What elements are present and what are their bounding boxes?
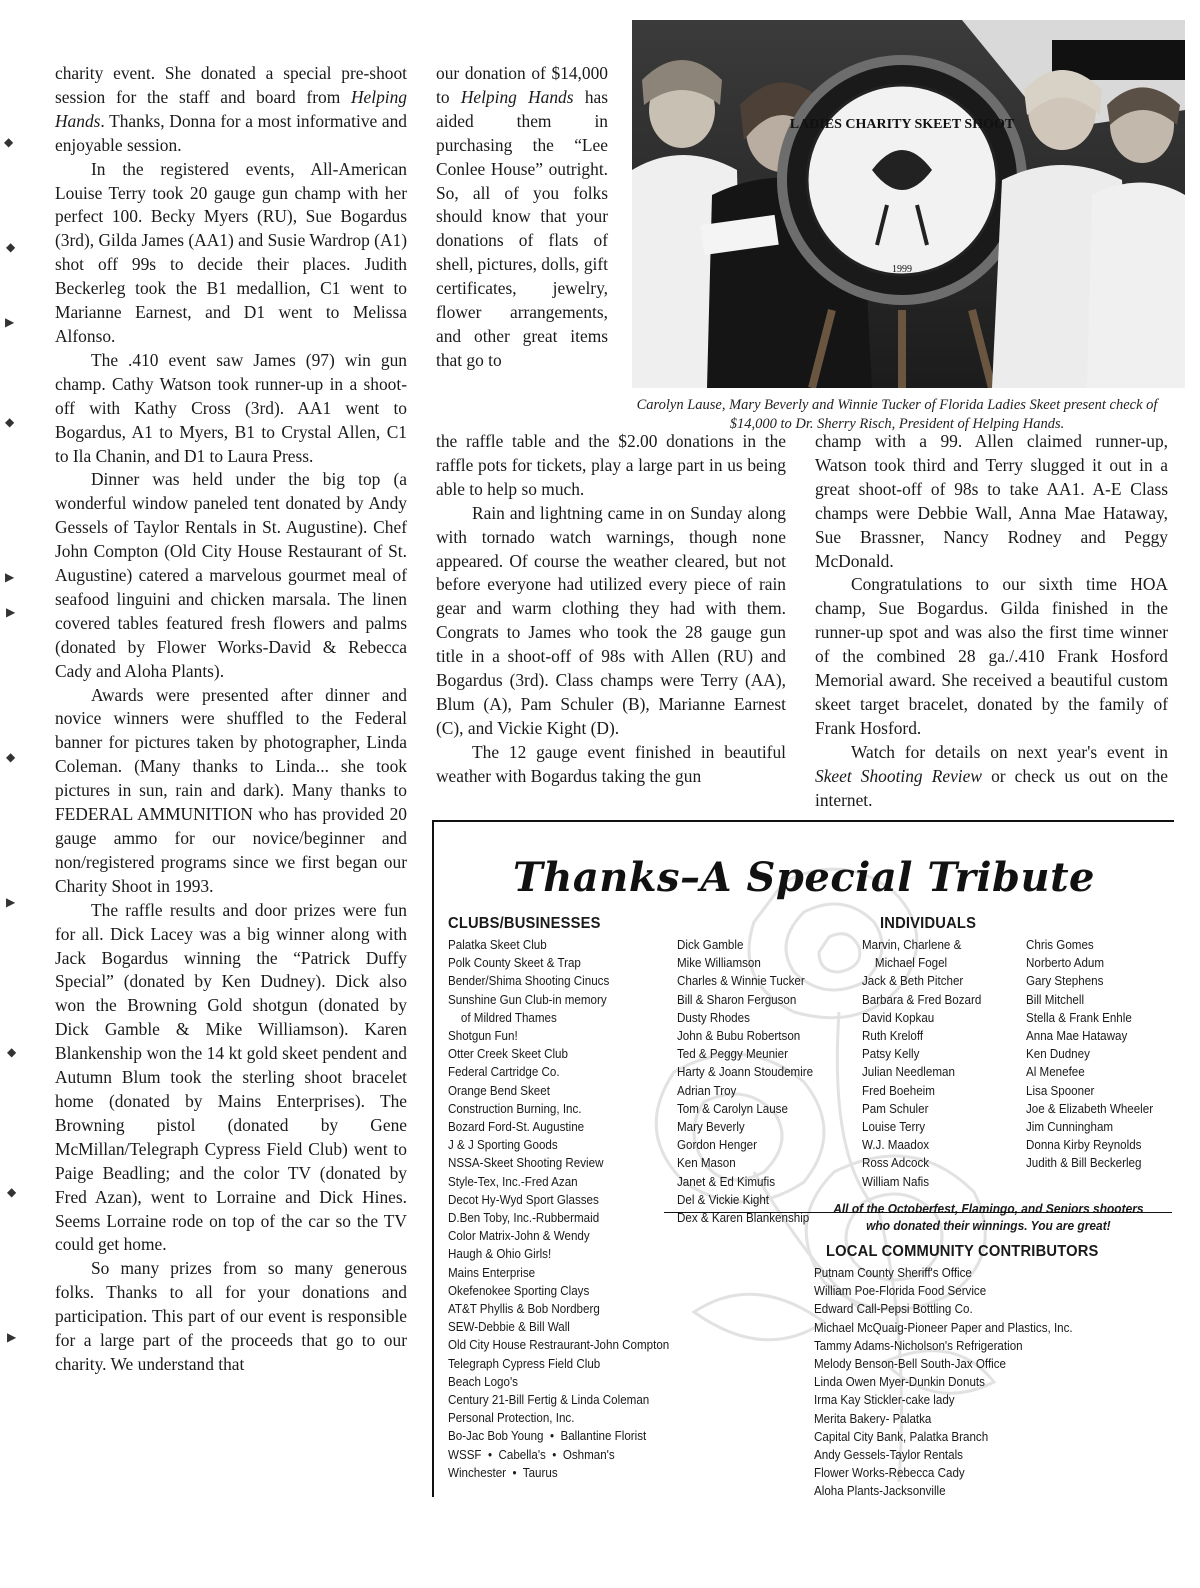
list-item: John & Bubu Robertson <box>677 1028 801 1044</box>
article-column-1 <box>55 62 407 1377</box>
list-item: Dusty Rhodes <box>677 1009 750 1025</box>
individuals-list-1 <box>677 936 813 1227</box>
paragraph: The 12 gauge event finished in beautiful weather with Bogardus taking the gun <box>436 741 786 786</box>
list-item: William Poe-Florida Food Service <box>814 1283 987 1299</box>
sign-text: LADIES CHARITY SKEET SHOOT <box>789 117 1015 132</box>
list-item: Bender/Shima Shooting Cinucs <box>448 973 610 989</box>
individuals-list-2 <box>862 936 981 1191</box>
clubs-list <box>448 936 669 1482</box>
local-contributors-heading: LOCAL COMMUNITY CONTRIBUTORS <box>826 1243 1099 1260</box>
list-item: Haugh & Ohio Girls! <box>448 1246 552 1262</box>
paragraph: Awards were presented after dinner and novice winners were shuffled to the Federal banner for pictures taken by photographer, Linda Coleman. (Many thanks to Linda... she took pictures in sun, rain and dark). Many thanks to FEDERAL AMMUNITION who has provided 20 gauge ammo for our novice/beginner and non/registered programs since we first began our Charity Shoot in 1993. <box>55 684 407 896</box>
list-item: Pam Schuler <box>862 1100 929 1116</box>
margin-mark: ▶ <box>5 570 15 584</box>
paragraph: Congratulations to our sixth time HOA champ, Sue Bogardus. Gilda finished in the runner-up spot and was also the first time winner of the combined 28 ga./.410 Frank Hosford Memorial award. She received a beautiful custom skeet target bracelet, donated by the family of Frank Hosford. <box>815 574 1168 738</box>
list-item: Michael McQuaig-Pioneer Paper and Plastics, Inc. <box>814 1319 1073 1335</box>
list-item: Style-Tex, Inc.-Fred Azan <box>448 1173 578 1189</box>
list-item: Personal Protection, Inc. <box>448 1410 575 1426</box>
margin-mark: ◆ <box>4 135 14 149</box>
list-item: NSSA-Skeet Shooting Review <box>448 1155 604 1171</box>
article-column-2 <box>436 430 786 789</box>
tribute-box <box>432 820 1174 1497</box>
list-item: Mary Beverly <box>677 1119 745 1135</box>
paragraph: So many prizes from so many generous folks. Thanks to all for your donations and participation. This part of our event is responsible for a large part of the proceeds that go to our charity. We understand that <box>55 1258 407 1374</box>
list-item: Linda Owen Myer-Dunkin Donuts <box>814 1374 985 1390</box>
clubs-heading: CLUBS/BUSINESSES <box>448 915 601 932</box>
list-item: Dick Gamble <box>677 937 744 952</box>
list-item: SEW-Debbie & Bill Wall <box>448 1319 570 1335</box>
list-item: Louise Terry <box>862 1119 926 1135</box>
list-item: Telegraph Cypress Field Club <box>448 1355 601 1371</box>
list-item: Merita Bakery- Palatka <box>814 1410 932 1426</box>
list-item: Color Matrix-John & Wendy <box>448 1228 590 1244</box>
margin-mark: ▶ <box>7 1330 17 1344</box>
list-item: Judith & Bill Beckerleg <box>1026 1155 1142 1171</box>
paragraph: Watch for details on next year's event in Skeet Shooting Review or check us out on the internet. <box>815 741 1168 810</box>
list-item: Lisa Spooner <box>1026 1082 1095 1098</box>
event-photo <box>632 20 1185 388</box>
list-item: Polk County Skeet & Trap <box>448 955 581 971</box>
list-item: Chris Gomes <box>1026 937 1094 952</box>
margin-mark: ▶ <box>6 895 16 909</box>
list-item: Norberto Adum <box>1026 955 1105 971</box>
paragraph: The raffle results and door prizes were fun for all. Dick Lacey was a big winner along with Jack Bogardus winning the “Patrick Duffy Special” (donated by Ken Dudney). Dick also won the Browning Gold shotgun (donated by Dick Gamble & Mike Williamson). Karen Blankenship won the 14 kt gold skeet pendent and Autumn Blum took the sterling shoot bracelet home (donated by Mains Enterprises). The Browning pistol (donated by Gene McMillan/Telegraph Cypress Field Club) went to Paige Beadling; and the color TV (donated by Fred Azan), went to Lorraine and Dick Hines. Seems Lorraine rode on top of the car so the TV could get home. <box>55 899 407 1255</box>
list-item: Melody Benson-Bell South-Jax Office <box>814 1356 1007 1372</box>
paragraph: the raffle table and the $2.00 donations in the raffle pots for tickets, play a large part in us being able to help so much. <box>436 431 786 499</box>
paragraph: Rain and lightning came in on Sunday along with tornado watch warnings, though none appeared. Of course the weather cleared, but not before everyone had utilized every piece of rain gear and warm clothing they had with them. Congrats to James who took the 28 gauge gun title in a shoot-off of 98s with Allen (RU) and Bogardus (3rd). Class champs were Terry (AA), Blum (A), Pam Schuler (B), Marianne Earnest (C), and Vickie Kight (D). <box>436 502 786 738</box>
paragraph: Dinner was held under the big top (a wonderful window paneled tent donated by Andy Gessels of Taylor Rentals in St. Augustine). Chef John Compton (Old City House Restaurant of St. Augustine) catered a marvelous gourmet meal of seafood linguini and chicken marsala. The linen covered tables featured fresh flowers and palms (donated by Flower Works-David & Rebecca Cady and Aloha Plants). <box>55 469 407 681</box>
list-item: Stella & Frank Enhle <box>1026 1009 1132 1025</box>
paragraph: charity event. She donated a special pre-shoot session for the staff and board from Helping Hands. Thanks, Donna for a most informative and enjoyable session. <box>55 63 407 155</box>
margin-mark: ◆ <box>5 415 15 429</box>
list-item: Marvin, Charlene & <box>862 937 962 952</box>
list-item: Construction Burning, Inc. <box>448 1100 582 1116</box>
list-item: Aloha Plants-Jacksonville <box>814 1483 946 1499</box>
list-item: Bill Mitchell <box>1026 991 1085 1007</box>
list-item: Gary Stephens <box>1026 973 1104 989</box>
list-item: Bill & Sharon Ferguson <box>677 991 797 1007</box>
list-item: WSSF • Cabella's • Oshman's <box>448 1446 615 1462</box>
list-item: Decot Hy-Wyd Sport Glasses <box>448 1191 599 1207</box>
local-contributors-list <box>814 1264 1073 1501</box>
list-item: Fred Boeheim <box>862 1082 935 1098</box>
list-item: Mike Williamson <box>677 955 761 971</box>
divider <box>664 1212 1172 1213</box>
article-column-3 <box>815 430 1168 813</box>
list-item: Ruth Kreloff <box>862 1028 924 1044</box>
photo-caption: Carolyn Lause, Mary Beverly and Winnie Tucker of Florida Ladies Skeet present check of $14,000 to Dr. Sherry Risch, President of Helping Hands. <box>636 397 1158 432</box>
list-item: Harty & Joann Stoudemire <box>677 1064 814 1080</box>
paragraph: The .410 event saw James (97) win gun champ. Cathy Watson took runner-up in a shoot-off with Kathy Cross (3rd). AA1 went to Bogardus, A1 to Myers, B1 to Crystal Allen, C1 to Ila Chanin, and D1 to Laura Press. <box>55 349 407 466</box>
list-item: Mains Enterprise <box>448 1264 536 1280</box>
paragraph: our donation of $14,000 to Helping Hands has aided them in purchasing the “Lee Conlee House” outright. So, all of you folks should know that your donations of flats of shell, pictures, dolls, gift certificates, jewelry, flower arrangements, and other great items that go to <box>436 63 608 370</box>
list-item: Ted & Peggy Meunier <box>677 1046 788 1062</box>
list-item: Federal Cartridge Co. <box>448 1064 560 1080</box>
paragraph: In the registered events, All-American Louise Terry took 20 gauge gun champ with her perfect 100. Becky Myers (RU), Sue Bogardus (3rd), Gilda James (AA1) and Susie Wardrop (A1) shot off 99s to decide their places. Judith Beckerleg took the B1 medallion, C1 went to Marianne Earnest, and D1 went to Melissa Alfonso. <box>55 158 407 346</box>
list-item: Winchester • Taurus <box>448 1464 558 1480</box>
seniors-note: All of the Octoberfest, Flamingo, and Seniors shooters who donated their winnings. You are great! <box>833 1201 1144 1233</box>
list-item: Joe & Elizabeth Wheeler <box>1026 1100 1154 1116</box>
list-item: Gordon Henger <box>677 1137 757 1153</box>
individuals-heading: INDIVIDUALS <box>880 915 977 932</box>
sign-year: 1999 <box>892 264 912 275</box>
list-item: J & J Sporting Goods <box>448 1137 558 1153</box>
list-item: Tammy Adams-Nicholson's Refrigeration <box>814 1337 1023 1353</box>
tribute-title: Thanks–A Special Tribute <box>512 854 1096 901</box>
list-item: Ken Mason <box>677 1155 736 1171</box>
paragraph: champ with a 99. Allen claimed runner-up, Watson took third and Terry slugged it out in a great shoot-off of 98s to take AA1. A-E Class champs were Debbie Wall, Anna Mae Hataway, Sue Brassner, Nancy Rodney and Peggy McDonald. <box>815 431 1168 571</box>
list-item: Del & Vickie Kight <box>677 1191 770 1207</box>
list-item: Julian Needleman <box>862 1064 955 1080</box>
list-item: of Mildred Thames <box>448 1009 557 1025</box>
list-item: Michael Fogel <box>862 955 948 971</box>
margin-mark: ◆ <box>7 1045 17 1059</box>
list-item: Edward Call-Pepsi Bottling Co. <box>814 1301 973 1317</box>
photo-illustration <box>632 20 1185 388</box>
list-item: Jim Cunningham <box>1026 1119 1114 1135</box>
list-item: W.J. Maadox <box>862 1137 930 1153</box>
list-item: Barbara & Fred Bozard <box>862 991 982 1007</box>
margin-mark: ◆ <box>6 240 16 254</box>
list-item: David Kopkau <box>862 1009 935 1025</box>
margin-mark: ▶ <box>6 605 16 619</box>
list-item: D.Ben Toby, Inc.-Rubbermaid <box>448 1210 600 1226</box>
individuals-list-3 <box>1026 936 1153 1173</box>
list-item: Irma Kay Stickler-cake lady <box>814 1392 955 1408</box>
list-item: Andy Gessels-Taylor Rentals <box>814 1447 963 1463</box>
list-item: Charles & Winnie Tucker <box>677 973 805 989</box>
list-item: Beach Logo's <box>448 1373 518 1389</box>
list-item: Shotgun Fun! <box>448 1028 518 1044</box>
list-item: Bozard Ford-St. Augustine <box>448 1119 585 1135</box>
list-item: Dex & Karen Blankenship <box>677 1210 810 1226</box>
list-item: Anna Mae Hataway <box>1026 1028 1128 1044</box>
list-item: William Nafis <box>862 1173 930 1189</box>
list-item: Al Menefee <box>1026 1064 1085 1080</box>
margin-mark: ◆ <box>7 1185 17 1199</box>
list-item: Jack & Beth Pitcher <box>862 973 964 989</box>
list-item: Orange Bend Skeet <box>448 1082 550 1098</box>
margin-mark: ◆ <box>6 750 16 764</box>
list-item: Janet & Ed Kimufis <box>677 1173 776 1189</box>
list-item: Capital City Bank, Palatka Branch <box>814 1428 989 1444</box>
list-item: Sunshine Gun Club-in memory <box>448 991 607 1007</box>
list-item: AT&T Phyllis & Bob Nordberg <box>448 1301 600 1317</box>
list-item: Putnam County Sheriff's Office <box>814 1265 972 1280</box>
list-item: Donna Kirby Reynolds <box>1026 1137 1142 1153</box>
list-item: Old City House Restraurant-John Compton <box>448 1337 670 1353</box>
margin-mark: ▶ <box>5 315 15 329</box>
list-item: Tom & Carolyn Lause <box>677 1100 788 1116</box>
article-column-2-top <box>436 62 608 373</box>
list-item: Palatka Skeet Club <box>448 937 547 952</box>
list-item: Patsy Kelly <box>862 1046 920 1062</box>
list-item: Adrian Troy <box>677 1082 737 1098</box>
list-item: Bo-Jac Bob Young • Ballantine Florist <box>448 1428 647 1444</box>
list-item: Ken Dudney <box>1026 1046 1090 1062</box>
list-item: Century 21-Bill Fertig & Linda Coleman <box>448 1392 650 1408</box>
list-item: Otter Creek Skeet Club <box>448 1046 568 1062</box>
list-item: Okefenokee Sporting Clays <box>448 1282 590 1298</box>
list-item: Ross Adcock <box>862 1155 930 1171</box>
list-item: Flower Works-Rebecca Cady <box>814 1465 965 1481</box>
